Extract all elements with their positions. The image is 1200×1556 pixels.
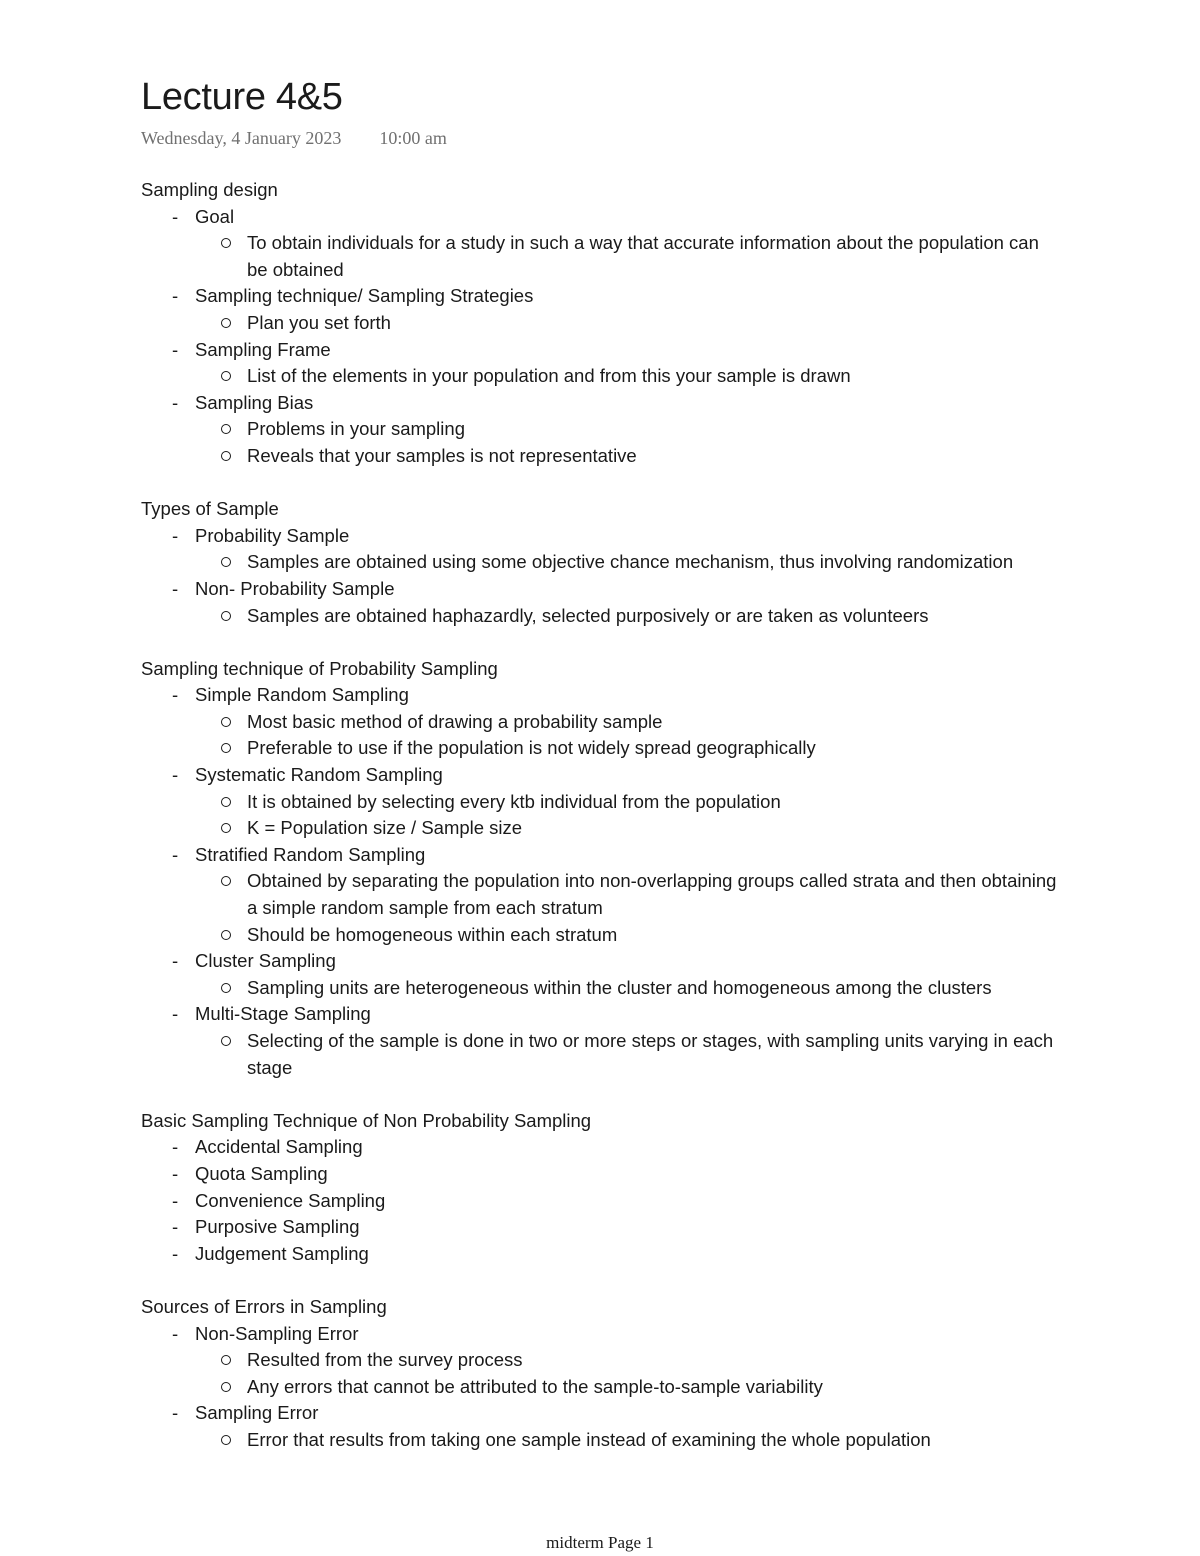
sub-list-item-text: Plan you set forth xyxy=(247,311,391,333)
note-section xyxy=(141,656,1061,1082)
sub-bullet-list xyxy=(195,310,1061,337)
dash-bullet-icon: - xyxy=(172,764,179,786)
sub-list-item-text: Obtained by separating the population into non-overlapping groups called strata and then obtaining a simple random sample from each stratum xyxy=(247,870,1057,919)
note-section xyxy=(141,177,1061,470)
list-item xyxy=(141,1214,1061,1241)
section-heading: Sources of Errors in Sampling xyxy=(141,1295,387,1317)
sub-list-item xyxy=(195,1427,1061,1454)
sub-list-item-text: Samples are obtained haphazardly, selected purposively or are taken as volunteers xyxy=(247,604,929,626)
sub-bullet-list xyxy=(195,709,1061,762)
list-item xyxy=(141,1001,1061,1081)
circle-bullet-icon xyxy=(221,797,231,807)
sub-list-item xyxy=(195,1028,1061,1081)
list-item-label: Systematic Random Sampling xyxy=(195,764,443,786)
sub-list-item-text: K = Population size / Sample size xyxy=(247,817,523,839)
sub-list-item xyxy=(195,443,1061,470)
list-item xyxy=(141,948,1061,1001)
sub-list-item-text: Sampling units are heterogeneous within the cluster and homogeneous among the clusters xyxy=(247,976,992,998)
bullet-list xyxy=(141,1321,1061,1454)
list-item xyxy=(141,523,1061,576)
sub-list-item xyxy=(195,789,1061,816)
sub-bullet-list xyxy=(195,230,1061,283)
list-item xyxy=(141,283,1061,336)
list-item-label: Accidental Sampling xyxy=(195,1136,363,1158)
list-item xyxy=(141,1161,1061,1188)
list-item-label: Convenience Sampling xyxy=(195,1189,386,1211)
sub-list-item-text: Should be homogeneous within each stratum xyxy=(247,923,618,945)
circle-bullet-icon xyxy=(221,930,231,940)
sub-list-item-text: Reveals that your samples is not representative xyxy=(247,444,637,466)
dash-bullet-icon: - xyxy=(172,205,179,227)
list-item xyxy=(141,1134,1061,1161)
list-item-label: Quota Sampling xyxy=(195,1162,328,1184)
dash-bullet-icon: - xyxy=(172,1189,179,1211)
bullet-list xyxy=(141,523,1061,629)
dash-bullet-icon: - xyxy=(172,1162,179,1184)
dash-bullet-icon: - xyxy=(172,843,179,865)
list-item-label: Sampling Bias xyxy=(195,391,314,413)
circle-bullet-icon xyxy=(221,876,231,886)
list-item-label: Multi-Stage Sampling xyxy=(195,1003,371,1025)
dash-bullet-icon: - xyxy=(172,1402,179,1424)
sub-list-item xyxy=(195,735,1061,762)
list-item xyxy=(141,337,1061,390)
list-item xyxy=(141,1241,1061,1268)
page-title: Lecture 4&5 xyxy=(141,76,343,118)
circle-bullet-icon xyxy=(221,371,231,381)
page-meta xyxy=(141,126,447,150)
dash-bullet-icon: - xyxy=(172,1003,179,1025)
sub-list-item xyxy=(195,549,1061,576)
sub-bullet-list xyxy=(195,1347,1061,1400)
list-item-label: Cluster Sampling xyxy=(195,950,336,972)
dash-bullet-icon: - xyxy=(172,338,179,360)
page-footer: midterm Page 1 xyxy=(546,1533,654,1552)
list-item-label: Sampling Error xyxy=(195,1402,319,1424)
list-item-label: Simple Random Sampling xyxy=(195,684,409,706)
sub-bullet-list xyxy=(195,975,1061,1002)
sub-list-item xyxy=(195,1374,1061,1401)
list-item xyxy=(141,1400,1061,1453)
sub-list-item xyxy=(195,603,1061,630)
sub-list-item xyxy=(195,922,1061,949)
circle-bullet-icon xyxy=(221,238,231,248)
sub-bullet-list xyxy=(195,789,1061,842)
circle-bullet-icon xyxy=(221,318,231,328)
list-item-label: Non- Probability Sample xyxy=(195,577,395,599)
circle-bullet-icon xyxy=(221,1435,231,1445)
section-heading: Sampling design xyxy=(141,179,278,200)
list-item-label: Judgement Sampling xyxy=(195,1242,369,1264)
dash-bullet-icon: - xyxy=(172,524,179,546)
sub-list-item-text: Error that results from taking one sample instead of examining the whole population xyxy=(247,1428,931,1450)
dash-bullet-icon: - xyxy=(172,1242,179,1264)
sub-list-item xyxy=(195,1347,1061,1374)
list-item xyxy=(141,1321,1061,1401)
sub-bullet-list xyxy=(195,416,1061,469)
circle-bullet-icon xyxy=(221,424,231,434)
note-content xyxy=(141,177,1061,1480)
bullet-list xyxy=(141,682,1061,1081)
sub-list-item xyxy=(195,363,1061,390)
dash-bullet-icon: - xyxy=(172,1136,179,1158)
sub-list-item-text: Selecting of the sample is done in two or more steps or stages, with sampling units varying in each stage xyxy=(247,1030,1054,1078)
sub-list-item xyxy=(195,230,1061,283)
list-item xyxy=(141,762,1061,842)
dash-bullet-icon: - xyxy=(172,1322,179,1344)
dash-bullet-icon: - xyxy=(172,1216,179,1238)
circle-bullet-icon xyxy=(221,717,231,727)
sub-list-item-text: Samples are obtained using some objective chance mechanism, thus involving randomization xyxy=(247,551,1014,573)
bullet-list xyxy=(141,1134,1061,1267)
list-item xyxy=(141,390,1061,470)
note-section xyxy=(141,1108,1061,1268)
page-time: 10:00 am xyxy=(379,128,447,148)
sub-bullet-list xyxy=(195,1028,1061,1081)
list-item-label: Probability Sample xyxy=(195,524,350,546)
sub-list-item xyxy=(195,868,1061,921)
sub-bullet-list xyxy=(195,363,1061,390)
circle-bullet-icon xyxy=(221,743,231,753)
list-item-label: Sampling technique/ Sampling Strategies xyxy=(195,285,534,307)
page-date: Wednesday, 4 January 2023 xyxy=(141,128,342,148)
sub-list-item xyxy=(195,416,1061,443)
note-section xyxy=(141,496,1061,629)
sub-bullet-list xyxy=(195,868,1061,948)
section-heading: Basic Sampling Technique of Non Probability Sampling xyxy=(141,1109,592,1131)
sub-list-item xyxy=(195,975,1061,1002)
sub-list-item-text: List of the elements in your population and from this your sample is drawn xyxy=(247,365,851,387)
list-item-label: Sampling Frame xyxy=(195,338,331,360)
dash-bullet-icon: - xyxy=(172,285,179,307)
sub-list-item xyxy=(195,709,1061,736)
sub-list-item-text: Resulted from the survey process xyxy=(247,1349,523,1371)
bullet-list xyxy=(141,204,1061,470)
sub-list-item-text: It is obtained by selecting every ktb individual from the population xyxy=(247,790,781,812)
list-item xyxy=(141,1188,1061,1215)
circle-bullet-icon xyxy=(221,557,231,567)
list-item xyxy=(141,204,1061,284)
circle-bullet-icon xyxy=(221,1355,231,1365)
circle-bullet-icon xyxy=(221,1036,231,1046)
sub-list-item xyxy=(195,815,1061,842)
dash-bullet-icon: - xyxy=(172,577,179,599)
list-item xyxy=(141,576,1061,629)
section-heading: Types of Sample xyxy=(141,498,279,520)
section-heading: Sampling technique of Probability Sampling xyxy=(141,657,498,679)
sub-list-item-text: Any errors that cannot be attributed to the sample-to-sample variability xyxy=(247,1375,823,1397)
sub-bullet-list xyxy=(195,549,1061,576)
sub-list-item-text: Preferable to use if the population is not widely spread geographically xyxy=(247,737,816,759)
circle-bullet-icon xyxy=(221,1382,231,1392)
sub-list-item-text: To obtain individuals for a study in such a way that accurate information about the population can be obtained xyxy=(247,232,1039,280)
list-item xyxy=(141,842,1061,948)
sub-bullet-list xyxy=(195,1427,1061,1454)
list-item xyxy=(141,682,1061,762)
circle-bullet-icon xyxy=(221,983,231,993)
sub-list-item xyxy=(195,310,1061,337)
list-item-label: Goal xyxy=(195,205,235,227)
dash-bullet-icon: - xyxy=(172,391,179,413)
circle-bullet-icon xyxy=(221,451,231,461)
sub-bullet-list xyxy=(195,603,1061,630)
circle-bullet-icon xyxy=(221,611,231,621)
circle-bullet-icon xyxy=(221,823,231,833)
sub-list-item-text: Problems in your sampling xyxy=(247,418,465,440)
dash-bullet-icon: - xyxy=(172,684,179,706)
list-item-label: Stratified Random Sampling xyxy=(195,843,426,865)
note-section xyxy=(141,1294,1061,1454)
dash-bullet-icon: - xyxy=(172,950,179,972)
sub-list-item-text: Most basic method of drawing a probability sample xyxy=(247,710,663,732)
list-item-label: Purposive Sampling xyxy=(195,1216,360,1238)
list-item-label: Non-Sampling Error xyxy=(195,1322,359,1344)
